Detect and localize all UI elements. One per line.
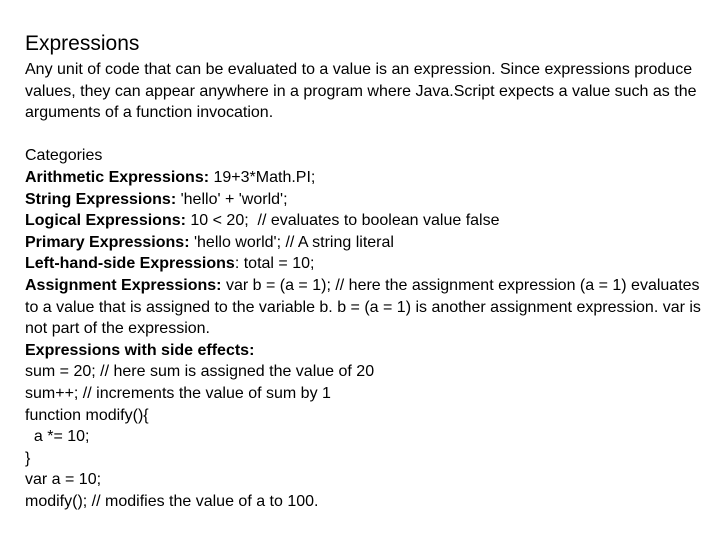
category-text: 'hello' + 'world';: [176, 190, 288, 208]
category-text: : total = 10;: [234, 255, 315, 273]
code-line: sum = 20; // here sum is assigned the value of 20: [25, 363, 375, 381]
category-item-primary: [25, 232, 705, 254]
category-item-left-hand-side: [25, 253, 705, 275]
category-item-logical: [25, 210, 705, 232]
code-line: sum++; // increments the value of sum by 1: [25, 384, 331, 402]
category-item-string: [25, 189, 705, 211]
code-line: }: [25, 449, 31, 467]
code-line: var a = 10;: [25, 471, 102, 489]
category-text: 'hello world'; // A string literal: [189, 233, 394, 251]
category-label: Primary Expressions:: [25, 233, 190, 251]
category-label: Left-hand-side Expressions: [25, 255, 235, 273]
side-effects-label: Expressions with side effects:: [25, 341, 255, 359]
code-line: function modify(){: [25, 406, 149, 424]
category-item-arithmetic: [25, 167, 705, 189]
category-label: Logical Expressions:: [25, 212, 186, 230]
slide-title: Expressions: [25, 32, 140, 55]
intro-paragraph: Any unit of code that can be evaluated to a value is an expression. Since expressions produce values, they can appear anywhere in a program where Java.Script expects a value such as the arguments of a function invocation.: [25, 61, 697, 122]
category-text: 19+3*Math.PI;: [209, 168, 316, 186]
category-label: Assignment Expressions:: [25, 276, 222, 294]
code-line: a *= 10;: [25, 428, 90, 446]
category-text: var b = (a = 1); // here the assignment expression (a = 1) evaluates to a value that is assigned to the variable b. b = (a = 1) is another assignment expression. var is not part of the expression.: [25, 276, 706, 338]
categories-heading: Categories: [25, 147, 103, 165]
category-label: Arithmetic Expressions:: [25, 168, 210, 186]
spacer: [25, 124, 705, 146]
category-label: String Expressions:: [25, 190, 177, 208]
category-item-assignment: [25, 275, 705, 340]
category-text: 10 < 20; // evaluates to boolean value false: [185, 212, 500, 230]
side-effects-heading: [25, 340, 705, 362]
slide: [25, 32, 705, 512]
code-line: modify(); // modifies the value of a to 100.: [25, 492, 319, 510]
